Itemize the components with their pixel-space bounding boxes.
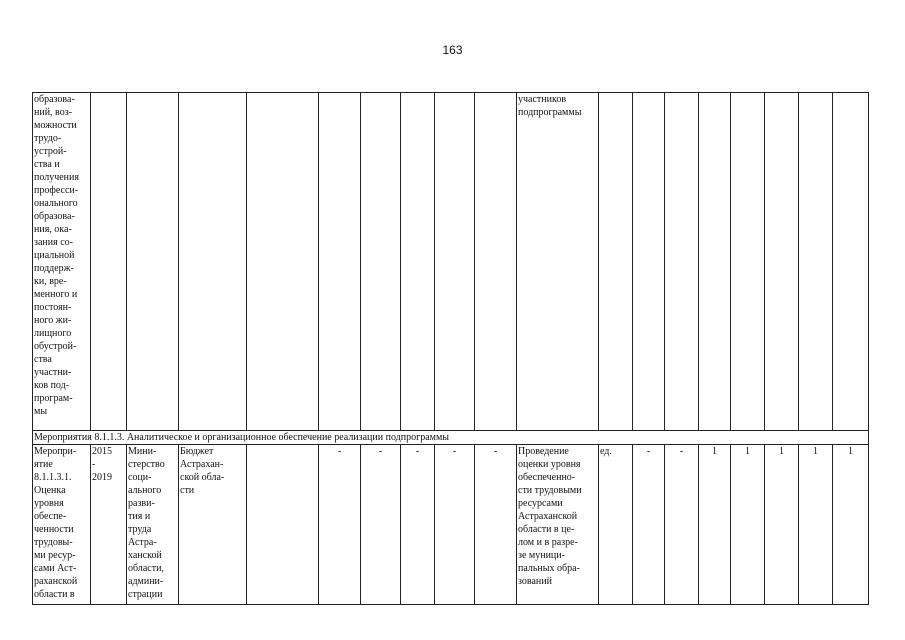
row2-source — [179, 445, 247, 605]
row2-description — [33, 445, 91, 605]
empty-cell — [179, 93, 247, 431]
row2-indicator-text: Проведение оценки уровня обеспеченно- сти трудовыми ресурсами Астраханской области в це- лом и в разре- зе муници- пальных обра- зований — [518, 446, 582, 587]
program-table — [32, 92, 869, 605]
row1-indicator — [517, 93, 599, 431]
empty-cell — [765, 93, 799, 431]
target-cell: 1 — [833, 445, 869, 605]
funding-cell: - — [475, 445, 517, 605]
target-cell: 1 — [799, 445, 833, 605]
page-number: 163 — [442, 43, 463, 57]
empty-cell — [731, 93, 765, 431]
row2-indicator — [517, 445, 599, 605]
row2-description-text: Меропри- ятие 8.1.1.3.1. Оценка уровня обеспе- ченности трудовы- ми ресур- сами Аст- раханской области в — [34, 446, 78, 600]
empty-cell — [91, 93, 127, 431]
table-row — [33, 445, 869, 605]
funding-cell: - — [435, 445, 475, 605]
section-title: Мероприятия 8.1.1.3. Аналитическое и организационное обеспечение реализации подпрограммы — [33, 431, 869, 445]
row1-description-text: образова- ний, воз- можности трудо- устрой- ства и получения професси- онального образова- ния, ока- зания со- циальной поддерж- ки, вре- менного и постоян- ного жи- лищного обустрой- ства участни- ков под- програм- мы — [34, 94, 79, 417]
empty-cell — [475, 93, 517, 431]
empty-cell — [633, 93, 665, 431]
row2-source-text: Бюджет Астрахан- ской обла- сти — [180, 446, 225, 496]
empty-cell — [833, 93, 869, 431]
target-cell: 1 — [731, 445, 765, 605]
row2-executor — [127, 445, 179, 605]
empty-cell — [699, 93, 731, 431]
table-row — [33, 93, 869, 431]
empty-cell — [401, 93, 435, 431]
row2-period — [91, 445, 127, 605]
empty-cell — [361, 93, 401, 431]
section-heading-row — [33, 431, 869, 445]
empty-cell — [799, 93, 833, 431]
empty-cell — [599, 93, 633, 431]
target-cell: 1 — [699, 445, 731, 605]
empty-cell — [665, 93, 699, 431]
empty-cell — [247, 445, 319, 605]
empty-cell — [127, 93, 179, 431]
target-cell: - — [665, 445, 699, 605]
funding-cell: - — [319, 445, 361, 605]
row2-period-text: 2015 - 2019 — [92, 446, 112, 483]
funding-cell: - — [361, 445, 401, 605]
funding-cell: - — [401, 445, 435, 605]
row2-executor-text: Мини- стерство соци- ального разви- тия и труда Астра- ханской области, админи- страции — [128, 446, 165, 600]
target-cell: - — [633, 445, 665, 605]
empty-cell — [319, 93, 361, 431]
target-cell: 1 — [765, 445, 799, 605]
row2-unit: ед. — [599, 445, 633, 605]
empty-cell — [247, 93, 319, 431]
row1-indicator-text: участников подпрограммы — [518, 94, 582, 118]
row1-description — [33, 93, 91, 431]
empty-cell — [435, 93, 475, 431]
